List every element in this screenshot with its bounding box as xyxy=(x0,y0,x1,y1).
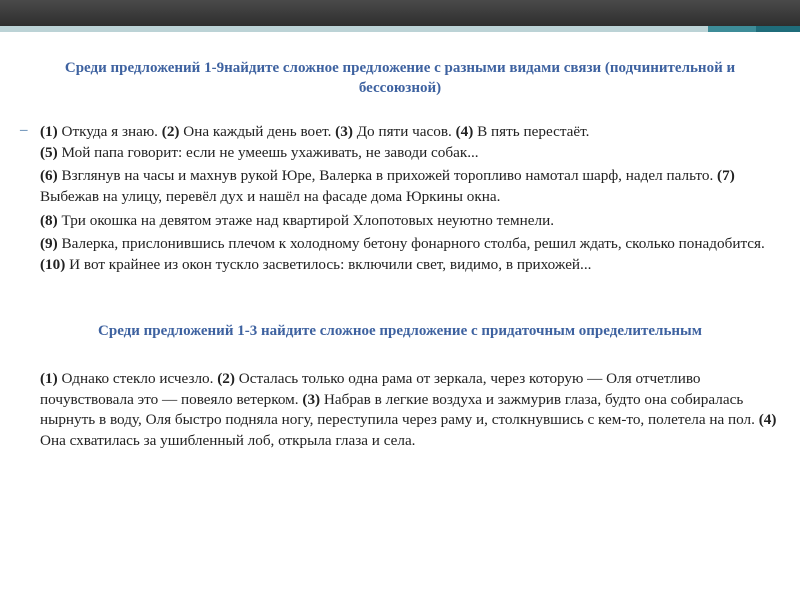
sentence-text: Откуда я знаю. xyxy=(57,123,162,140)
sentence-number: (3) xyxy=(302,390,321,408)
sentence-number: (1) xyxy=(40,370,58,387)
sentence-text: Валерка, прислонившись плечом к холодному бетону фонарного столба, решил ждать, сколько понадобится. xyxy=(57,235,765,252)
sentence-text: Выбежав на улицу, перевёл дух и нашёл на фасаде дома Юркины окна. xyxy=(40,187,501,205)
sentence-number: (2) xyxy=(217,370,235,387)
task1-paragraph-5 xyxy=(40,234,775,275)
sentence-number: (4) xyxy=(758,411,777,428)
sentence-text: Три окошка на девятом этаже над квартирой Хлопотовых неуютно темнели. xyxy=(57,212,555,229)
accent-stripe-light xyxy=(0,26,708,32)
sentence-number: (3) xyxy=(335,123,353,140)
sentence-number: (5) xyxy=(40,144,58,161)
accent-stripe-dark xyxy=(756,26,800,32)
sentence-number: (2) xyxy=(161,123,180,140)
sentence-number: (4) xyxy=(455,123,474,140)
sentence-text: До пяти часов. xyxy=(352,123,456,140)
task2-paragraph-1 xyxy=(40,369,780,451)
sentence-number: (1) xyxy=(40,123,58,140)
task1-paragraph-3 xyxy=(40,166,775,207)
sentence-number: (7) xyxy=(717,167,735,184)
sentence-number: (10) xyxy=(40,255,66,273)
sentence-text: Взглянув на часы и махнув рукой Юре, Валерка в прихожей торопливо намотал шарф, надел пальто. xyxy=(57,167,718,184)
accent-stripe-mid xyxy=(708,26,756,32)
top-bar xyxy=(0,0,800,26)
bullet-dash: – xyxy=(20,122,28,138)
sentence-text: Мой папа говорит: если не умеешь ухаживать, не заводи собак... xyxy=(57,144,479,161)
task1-paragraph-1 xyxy=(40,122,800,143)
sentence-number: (9) xyxy=(40,235,58,252)
task2-heading: Среди предложений 1-3 найдите сложное предложение с придаточным определительным xyxy=(98,323,702,339)
sentence-number: (8) xyxy=(40,212,58,229)
task1-paragraph-2 xyxy=(40,143,790,164)
sentence-number: (6) xyxy=(40,167,58,184)
sentence-text: Осталась только одна рама от зеркала, через которую — Оля отчетливо почувствовала это — повеяло ветерком. xyxy=(40,370,701,408)
task1-heading: Среди предложений 1-9найдите сложное предложение с разными видами связи (подчинительной и бессоюзной) xyxy=(64,60,736,96)
sentence-text: Набрав в легкие воздуха и зажмурив глаза, будто она собиралась нырнуть в воду, Оля быстро подняла ногу, переступила через раму и, столкнувшись с кем-то, полетела на пол. xyxy=(40,390,759,428)
sentence-text: И вот крайнее из окон тускло засветилось: включили свет, видимо, в прихожей... xyxy=(65,255,592,273)
task1-paragraph-4 xyxy=(40,211,790,232)
sentence-text: Она каждый день воет. xyxy=(179,123,336,140)
sentence-text: Однако стекло исчезло. xyxy=(57,370,218,387)
sentence-text: В пять перестаёт. xyxy=(473,123,590,140)
sentence-text: Она схватилась за ушибленный лоб, открыла глаза и села. xyxy=(40,431,416,449)
